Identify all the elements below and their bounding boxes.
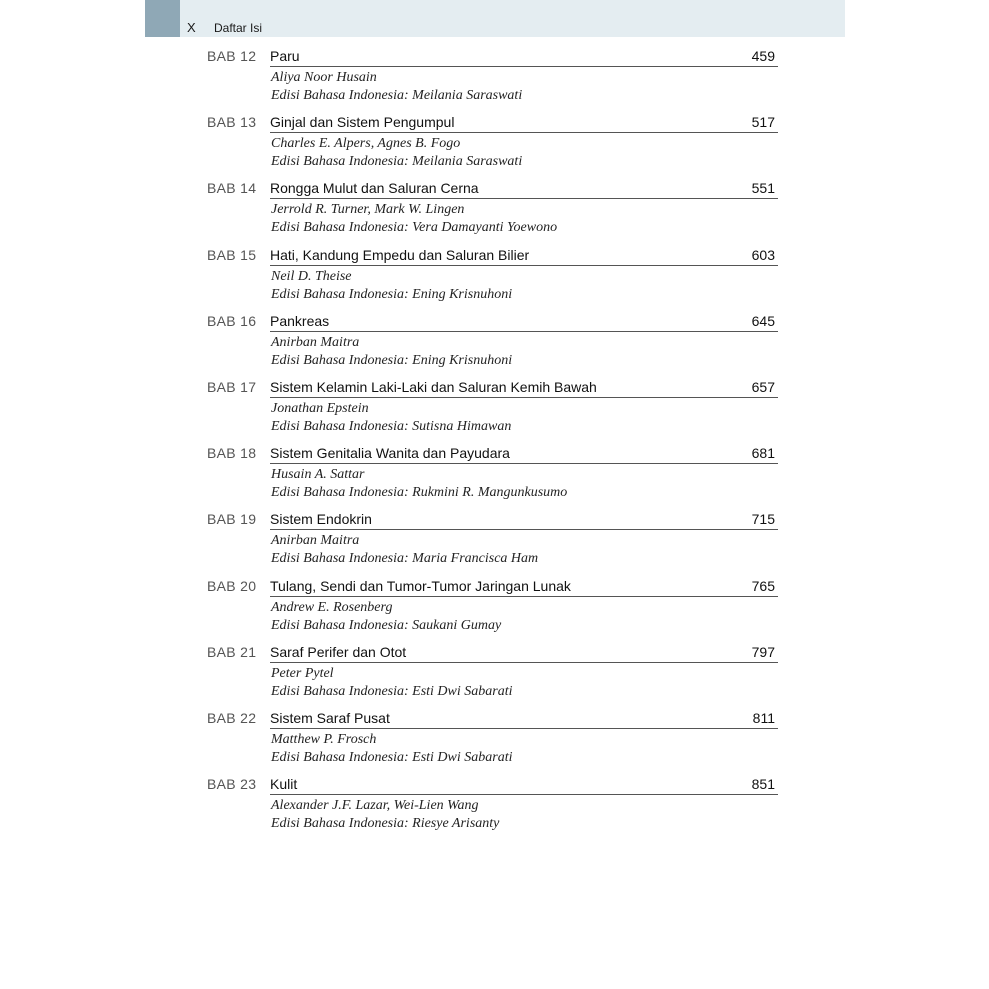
chapter-title-row [270,644,778,663]
table-of-contents [0,48,989,842]
chapter-title[interactable]: Rongga Mulut dan Saluran Cerna [270,180,479,197]
chapter-title-row [270,511,778,530]
chapter-title-row [270,247,778,266]
chapter-editor: Edisi Bahasa Indonesia: Ening Krisnuhoni [271,286,513,302]
chapter-author: Anirban Maitra [271,334,360,350]
chapter-number: BAB 14 [207,180,257,197]
chapter-title[interactable]: Hati, Kandung Empedu dan Saluran Bilier [270,246,530,263]
chapter-title[interactable]: Sistem Saraf Pusat [270,709,390,726]
chapter-title[interactable]: Sistem Kelamin Laki-Laki dan Saluran Kemih Bawah [270,378,597,395]
running-title: Daftar Isi [214,21,263,35]
chapter-page: 603 [751,246,775,263]
chapter-number: BAB 17 [207,378,257,395]
chapter-number: BAB 22 [207,709,257,726]
chapter-editor: Edisi Bahasa Indonesia: Meilania Saraswati [271,154,523,170]
chapter-page: 811 [752,709,775,726]
chapter-title[interactable]: Sistem Genitalia Wanita dan Payudara [270,445,510,462]
toc-entry[interactable] [0,644,989,710]
chapter-page: 459 [751,48,775,64]
chapter-title-row [270,48,778,67]
chapter-author: Neil D. Theise [271,268,352,284]
toc-entry[interactable] [0,313,989,379]
chapter-title[interactable]: Kulit [270,776,298,793]
chapter-number: BAB 21 [207,643,257,660]
chapter-author: Anirban Maitra [271,533,360,549]
header-accent-block [145,0,180,37]
chapter-title-row [270,445,778,464]
chapter-number: BAB 19 [207,511,257,528]
chapter-number: BAB 18 [207,445,257,462]
chapter-page: 657 [751,378,775,395]
toc-entry[interactable] [0,710,989,776]
toc-entry[interactable] [0,445,989,511]
chapter-page: 517 [751,114,775,131]
chapter-number: BAB 15 [207,246,257,263]
toc-entry[interactable] [0,48,989,114]
chapter-author: Peter Pytel [271,665,334,681]
chapter-editor: Edisi Bahasa Indonesia: Vera Damayanti Yoewono [271,220,558,236]
toc-entry[interactable] [0,511,989,577]
toc-entry[interactable] [0,180,989,246]
chapter-number: BAB 16 [207,312,257,329]
chapter-editor: Edisi Bahasa Indonesia: Saukani Gumay [271,617,502,633]
toc-entry[interactable] [0,114,989,180]
chapter-title[interactable]: Pankreas [270,312,330,329]
chapter-author: Andrew E. Rosenberg [271,599,393,615]
chapter-title-row [270,578,778,597]
chapter-title-row [270,710,778,729]
chapter-title[interactable]: Tulang, Sendi dan Tumor-Tumor Jaringan Lunak [270,577,571,594]
toc-entry[interactable] [0,247,989,313]
chapter-title-row [270,776,778,795]
chapter-page: 645 [751,312,775,329]
chapter-number: BAB 12 [207,48,257,64]
toc-entry[interactable] [0,379,989,445]
chapter-page: 765 [751,577,775,594]
chapter-page: 681 [751,445,775,462]
chapter-title-row [270,114,778,133]
chapter-author: Matthew P. Frosch [271,731,377,747]
chapter-author: Jonathan Epstein [271,400,369,416]
chapter-number: BAB 13 [207,114,257,131]
chapter-title[interactable]: Paru [270,48,300,64]
chapter-editor: Edisi Bahasa Indonesia: Maria Francisca Ham [271,551,539,567]
chapter-author: Aliya Noor Husain [271,70,377,85]
chapter-editor: Edisi Bahasa Indonesia: Rukmini R. Mangunkusumo [271,485,568,501]
chapter-editor: Edisi Bahasa Indonesia: Sutisna Himawan [271,418,512,434]
chapter-number: BAB 23 [207,776,257,793]
chapter-author: Jerrold R. Turner, Mark W. Lingen [271,202,465,218]
chapter-title[interactable]: Sistem Endokrin [270,511,372,528]
chapter-page: 851 [751,776,775,793]
chapter-page: 797 [751,643,775,660]
chapter-editor: Edisi Bahasa Indonesia: Esti Dwi Sabarati [271,749,513,765]
chapter-author: Husain A. Sattar [271,467,365,483]
chapter-number: BAB 20 [207,577,257,594]
chapter-editor: Edisi Bahasa Indonesia: Riesye Arisanty [271,816,500,832]
toc-entry[interactable] [0,776,989,842]
chapter-title[interactable]: Saraf Perifer dan Otot [270,643,407,660]
chapter-title-row [270,180,778,199]
chapter-editor: Edisi Bahasa Indonesia: Meilania Saraswati [271,88,523,103]
page-number: X [187,20,197,35]
chapter-author: Charles E. Alpers, Agnes B. Fogo [271,136,461,152]
chapter-editor: Edisi Bahasa Indonesia: Esti Dwi Sabarati [271,683,513,699]
chapter-page: 715 [751,511,775,528]
toc-entry[interactable] [0,578,989,644]
chapter-title[interactable]: Ginjal dan Sistem Pengumpul [270,114,455,131]
chapter-page: 551 [751,180,775,197]
chapter-editor: Edisi Bahasa Indonesia: Ening Krisnuhoni [271,352,513,368]
chapter-title-row [270,379,778,398]
chapter-author: Alexander J.F. Lazar, Wei-Lien Wang [271,798,479,814]
chapter-title-row [270,313,778,332]
